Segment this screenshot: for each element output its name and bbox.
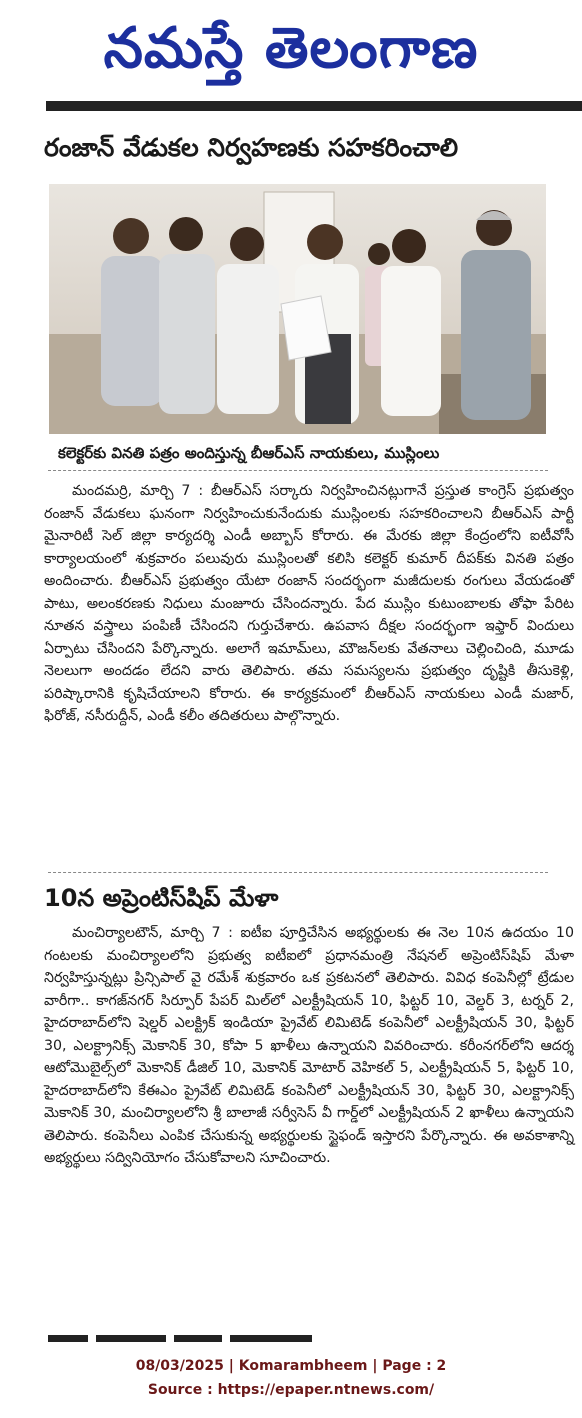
truncated-next-headline xyxy=(48,1330,348,1342)
masthead xyxy=(0,0,582,100)
group-photo-illustration xyxy=(49,184,546,434)
photo-caption: కలెక్టర్‌కు వినతి పత్రం అందిస్తున్న బీఆర్‌ఎస్ నాయకులు, ముస్లింలు xyxy=(58,444,440,462)
article-headline-2: 10న అప్రెంటిస్‌షిప్ మేళా xyxy=(44,884,279,912)
article-divider xyxy=(48,872,548,873)
footer-meta: 08/03/2025 | Komarambheem | Page : 2 xyxy=(135,1358,447,1374)
article-paragraph-2: మంచిర్యాలటౌన్, మార్చి 7 : ఐటీఐ పూర్తిచేసిన అభ్యర్థులకు ఈ నెల 10న ఉదయం 10 గంటలకు మంచిర్యాలలోని ప్రభుత్వ ఐటీఐలో ప్రధానమంత్రి నేషనల్ అప్రెంటిస్‌షిప్ మేళా నిర్వహిస్తున్నట్లు ప్రిన్సిపాల్ వై రమేశ్ శుక్రవారం ఒక ప్రకటనలో తెలిపారు. వివిధ కంపెనీల్లో ట్రేడుల వారీగా.. కాగజ్‌నగర్ సిర్పూర్ పేపర్ మిల్‌లో ఎలక్ట్రీషియన్ 10, ఫిట్టర్ 10, వెల్డర్ 3, టర్నర్ 2, హైదరాబాద్‌లోని షెల్డర్ ఎలక్ట్రిక్ ఇండియా ప్రైవేట్ లిమిటెడ్ కంపెనీలో ఎలక్ట్రీషియన్ 30, ఫిట్టర్ 30, ఎలక్ట్రానిక్స్ మెకానిక్ 30, కోపా 5 ఖాళీలు ఉన్నాయని వివరించారు. కరీంనగర్‌లోని ఆదర్శ ఆటోమొబైల్స్‌లో మెకానిక్ డీజిల్ 10, మెకానిక్ మోటార్ వెహికల్ 5, ఎలక్ట్రీషియన్ 5, ఫిట్టర్ 10, హైదరాబాద్‌లోని కేఈఎం ప్రైవేట్ లిమిటెడ్ కంపెనీలో ఎలక్ట్రీషియన్ 30, ఫిట్టర్ 30, ఎలక్ట్రానిక్స్ మెకానిక్ 30, మంచిర్యాలలోని శ్రీ బాలాజీ సర్వీసెస్ వీ గార్డ్‌లో ఎలక్ట్రీషియన్ 2 ఖాళీలు ఉన్నాయని తెలిపారు. కంపెనీలు ఎంపిక చేసుకున్న అభ్యర్థులకు స్టైఫండ్ ఇస్తారని పేర్కొన్నారు. ఈ అవకాశాన్ని అభ్యర్థులు సద్వినియోగం చేసుకోవాలని సూచించారు. xyxy=(44,925,574,1166)
caption-divider xyxy=(48,470,548,471)
article-body-2 xyxy=(44,922,574,1170)
article-headline: రంజాన్ వేడుకల నిర్వహణకు సహకరించాలి xyxy=(44,133,459,162)
article-body xyxy=(44,480,574,728)
masthead-rule xyxy=(46,101,582,111)
news-photo xyxy=(49,184,546,434)
cutoff-text-fragment xyxy=(48,1333,348,1342)
article-paragraph: మందమర్రి, మార్చి 7 : బీఆర్‌ఎస్ సర్కారు నిర్వహించినట్లుగానే ప్రస్తుత కాంగ్రెస్ ప్రభుత్వం రంజాన్ వేడుకలు ఘనంగా నిర్వహించుకునేందుకు ముస్లింలకు సహకరించాలని బీఆర్‌ఎస్ పార్టీ మైనారిటీ సెల్ జిల్లా కార్యదర్శి ఎండీ అబ్బాస్ కోరారు. ఈ మేరకు జిల్లా కేంద్రంలోని ఐటీవోసీ కార్యాలయంలో శుక్రవారం పలువురు ముస్లింలతో కలిసి కలెక్టర్ కుమార్ దీపక్‌కు వినతి పత్రం అందించారు. బీఆర్‌ఎస్ ప్రభుత్వం యేటా రంజాన్ సందర్భంగా మజీదులకు రంగులు వేయడంతో పాటు, అలంకరణకు నిధులు మంజూరు చేసిందన్నారు. పేద ముస్లిం కుటుంబాలకు తోఫా పేరిట నూతన వస్త్రాలు పంపిణీ చేసిందని గుర్తుచేశారు. ఉపవాస దీక్షల సందర్భంగా ఇఫ్తార్ విందులు ఏర్పాటు చేసిందని పేర్కొన్నారు. అలాగే ఇమామ్‌లు, మౌజన్‌లకు వేతనాలు చెల్లించింది, మూడు నెలలుగా అందడం లేదని వారు తెలిపారు. తమ సమస్యలను ప్రభుత్వం దృష్టికి తీసుకెళ్లి, పరిష్కారానికి కృషిచేయాలని కోరారు. ఈ కార్యక్రమంలో బీఆర్‌ఎస్ నాయకులు ఎండీ మజార్, ఫిరోజ్, నసీరుద్దీన్, ఎండీ కలీం తదితరులు పాల్గొన్నారు. xyxy=(44,483,574,724)
footer-source: Source : https://epaper.ntnews.com/ xyxy=(147,1382,435,1398)
newspaper-title: నమస్తే తెలంగాణ xyxy=(103,16,479,81)
